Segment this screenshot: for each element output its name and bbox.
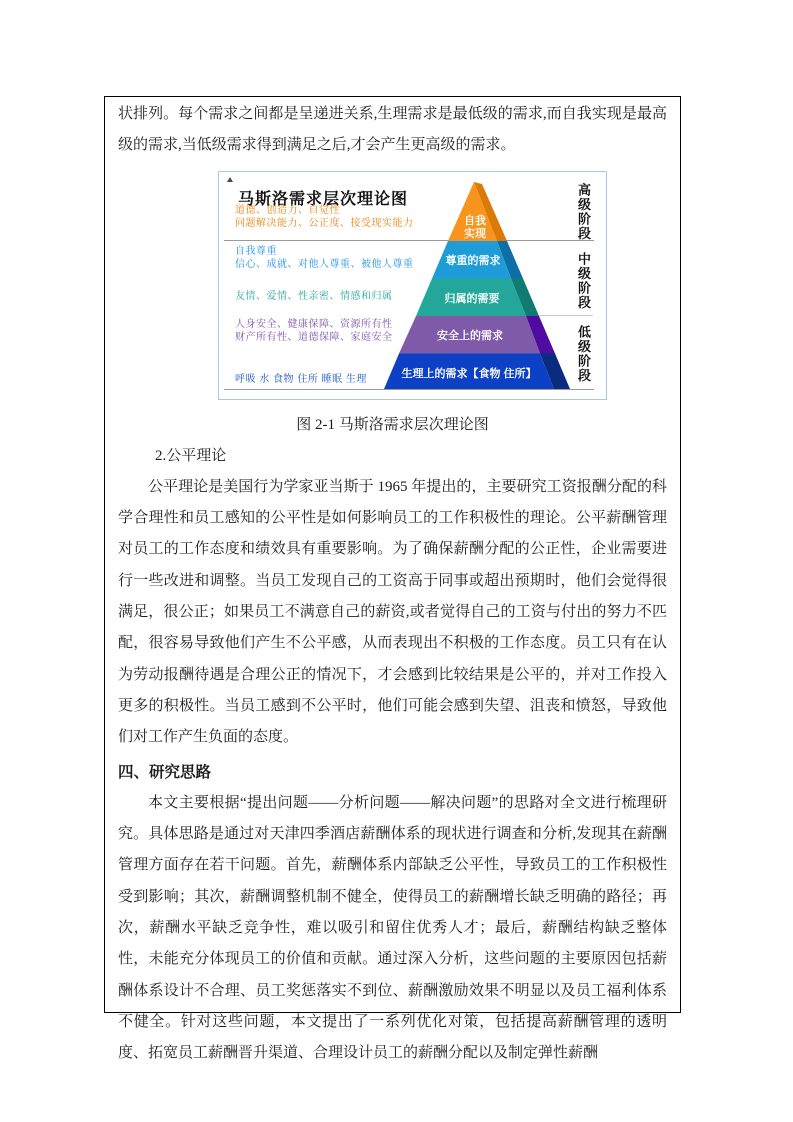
level1-description bbox=[235, 204, 414, 230]
pyramid-level1-label-line2: 实现 bbox=[464, 227, 486, 240]
maslow-hierarchy-figure bbox=[218, 171, 607, 400]
pyramid-level1-label-line1: 自我 bbox=[464, 214, 486, 227]
level3-description-line1: 友情、爱情、性亲密、情感和归属 bbox=[235, 290, 393, 302]
research-approach-paragraph: 本文主要根据“提出问题——分析问题——解决问题”的思路对全文进行梳理研究。具体思路是通过对天津四季酒店薪酬体系的现状进行调查和分析,发现其在薪酬管理方面存在若干问题。首先，薪酬体系内部缺乏公平性，导致员工的工作积极性受到影响；其次，薪酬调整机制不健全，使得员工的薪酬增长缺乏明确的路径；再次，薪酬水平缺乏竞争性，难以吸引和留住优秀人才；最后，薪酬结构缺乏整体性，未能充分体现员工的价值和贡献。通过深入分析，这些问题的主要原因包括薪酬体系设计不合理、员工奖惩落实不到位、薪酬激励效果不明显以及员工福利体系不健全。针对这些问题，本文提出了一系列优化对策，包括提高薪酬管理的透明度、拓宽员工薪酬晋升渠道、合理设计员工的薪酬分配以及制定弹性薪酬 bbox=[118, 794, 667, 1062]
pyramid-level5-label: 生理上的需求【食物 住所】 bbox=[401, 367, 537, 380]
stage-label-middle: 中级阶段 bbox=[576, 251, 591, 310]
pyramid-level4-label: 安全上的需求 bbox=[437, 329, 503, 342]
level1-description-line2: 问题解决能力、公正度、接受现实能力 bbox=[235, 217, 414, 229]
stage-label-high: 高级阶段 bbox=[576, 182, 591, 241]
level2-description-line2: 信心、成就、对他人尊重、被他人尊重 bbox=[235, 258, 414, 270]
level2-description bbox=[235, 245, 414, 271]
level4-description-line1: 人身安全、健康保障、资源所有性 bbox=[235, 318, 393, 330]
pyramid-level3-label: 归属的需要 bbox=[444, 292, 500, 305]
intro-paragraph: 状排列。每个需求之间都是呈递进关系,生理需求是最低级的需求,而自我实现是最高级的需求,当低级需求得到满足之后,才会产生更高级的需求。 bbox=[118, 106, 667, 154]
research-approach-heading: 四、研究思路 bbox=[118, 763, 212, 781]
level5-description bbox=[235, 373, 367, 386]
pyramid-level2-label: 尊重的需求 bbox=[445, 254, 501, 267]
level4-description bbox=[235, 318, 393, 344]
level5-description-line1: 呼吸 水 食物 住所 睡眠 生理 bbox=[235, 373, 367, 385]
equity-theory-paragraph: 公平理论是美国行为学家亚当斯于 1965 年提出的，主要研究工资报酬分配的科学合理性和员工感知的公平性是如何影响员工的工作积极性的理论。公平薪酬管理对员工的工作态度和绩效具有重要影响。为了确保薪酬分配的公正性，企业需要进行一些改进和调整。当员工发现自己的工资高于同事或超出预期时，他们会觉得很满足，很公正；如果员工不满意自己的薪资,或者觉得自己的工资与付出的努力不匹配，很容易导致他们产生不公平感，从而表现出不积极的工作态度。员工只有在认为劳动报酬待遇是合理公正的情况下，才会感到比较结果是公平的，并对工作投入更多的积极性。当员工感到不公平时，他们可能会感到失望、沮丧和愤怒，导致他们对工作产生负面的态度。 bbox=[118, 478, 667, 746]
document-table-cell bbox=[104, 96, 681, 1062]
level3-description bbox=[235, 290, 393, 303]
stage-label-low: 低级阶段 bbox=[576, 324, 591, 383]
level2-description-line1: 自我尊重 bbox=[235, 245, 277, 257]
figure-caption: 图 2-1 马斯洛需求层次理论图 bbox=[296, 416, 489, 433]
diagram-title: 马斯洛需求层次理论图 bbox=[238, 190, 409, 208]
level4-description-line2: 财产所有性、道德保障、家庭安全 bbox=[235, 331, 393, 343]
level1-description-line1: 道德、创造力、自觉性 bbox=[235, 204, 340, 216]
equity-theory-heading: 2.公平理论 bbox=[155, 447, 227, 464]
